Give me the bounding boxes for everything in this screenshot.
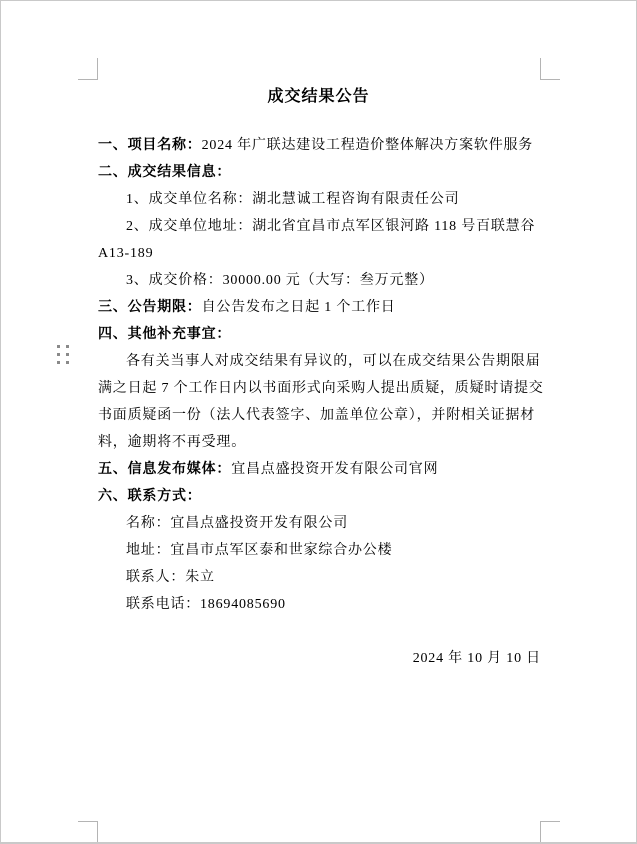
- drag-handle-dot: [66, 361, 69, 364]
- paragraph-heading-text: 五、信息发布媒体：: [98, 462, 232, 477]
- paragraph-heading-text: 一、项目名称：: [98, 138, 202, 153]
- paragraph-body-text: 满之日起 7 个工作日内以书面形式向采购人提出质疑，质疑时请提交: [98, 381, 544, 396]
- paragraph-drag-handle-icon[interactable]: [57, 345, 69, 364]
- paragraph-line: [98, 645, 541, 672]
- paragraph-line: [98, 132, 541, 159]
- paragraph-body-text: 3、成交价格：30000.00 元（大写：叁万元整）: [126, 273, 434, 288]
- paragraph-line: [98, 267, 541, 294]
- paragraph-body-text: 联系电话：18694085690: [126, 597, 286, 612]
- paragraph-line: [98, 618, 541, 645]
- paragraph-line: [98, 483, 541, 510]
- drag-handle-dot: [57, 361, 60, 364]
- paragraph-heading-text: 六、联系方式：: [98, 489, 202, 504]
- drag-handle-dot: [66, 353, 69, 356]
- paragraph-line: [98, 456, 541, 483]
- margin-mark-bottom-right: [540, 821, 560, 843]
- paragraph-heading-text: 四、其他补充事宜：: [98, 327, 232, 342]
- paragraph-line: [98, 429, 541, 456]
- margin-mark-top-right: [540, 58, 560, 80]
- paragraph-line: [98, 591, 541, 618]
- paragraph-line: [98, 213, 541, 240]
- document-title: 成交结果公告: [267, 88, 370, 105]
- paragraph-line: [98, 564, 541, 591]
- margin-mark-top-left: [78, 58, 98, 80]
- paragraph-body-text: 2024 年 10 月 10 日: [412, 651, 541, 666]
- document-body: [98, 132, 544, 672]
- paragraph-body-text: 2024 年广联达建设工程造价整体解决方案软件服务: [201, 138, 534, 153]
- paragraph-body-text: 书面质疑函一份（法人代表签字、加盖单位公章），并附相关证据材: [98, 408, 535, 423]
- margin-mark-bottom-left: [78, 821, 98, 843]
- drag-handle-dot: [57, 345, 60, 348]
- paragraph-heading-text: 三、公告期限：: [98, 300, 202, 315]
- paragraph-body-text: 料，逾期将不再受理。: [98, 435, 246, 450]
- paragraph-line: [98, 348, 541, 375]
- drag-handle-dot: [57, 353, 60, 356]
- paragraph-body-text: 自公告发布之日起 1 个工作日: [201, 300, 396, 315]
- paragraph-body-text: 联系人：朱立: [126, 570, 215, 585]
- paragraph-line: [98, 321, 541, 348]
- paragraph-body-text: 各有关当事人对成交结果有异议的，可以在成交结果公告期限届: [126, 354, 541, 369]
- paragraph-line: [98, 294, 541, 321]
- paragraph-heading-text: 二、成交结果信息：: [98, 165, 232, 180]
- paragraph-line: [98, 240, 541, 267]
- paragraph-line: [98, 375, 544, 402]
- paragraph-body-text: 1、成交单位名称：湖北慧诚工程咨询有限责任公司: [126, 192, 460, 207]
- paragraph-body-text: 名称：宜昌点盛投资开发有限公司: [126, 516, 348, 531]
- paragraph-line: [98, 186, 541, 213]
- paragraph-body-text: 宜昌点盛投资开发有限公司官网: [231, 462, 439, 477]
- paragraph-line: [98, 159, 541, 186]
- paragraph-line: [98, 510, 541, 537]
- drag-handle-dot: [66, 345, 69, 348]
- paragraph-line: [98, 537, 541, 564]
- paragraph-line: [98, 402, 541, 429]
- paragraph-body-text: A13-189: [98, 246, 154, 261]
- paragraph-body-text: 2、成交单位地址：湖北省宜昌市点军区银河路 118 号百联慧谷: [126, 219, 536, 234]
- paragraph-body-text: 地址：宜昌市点军区泰和世家综合办公楼: [126, 543, 393, 558]
